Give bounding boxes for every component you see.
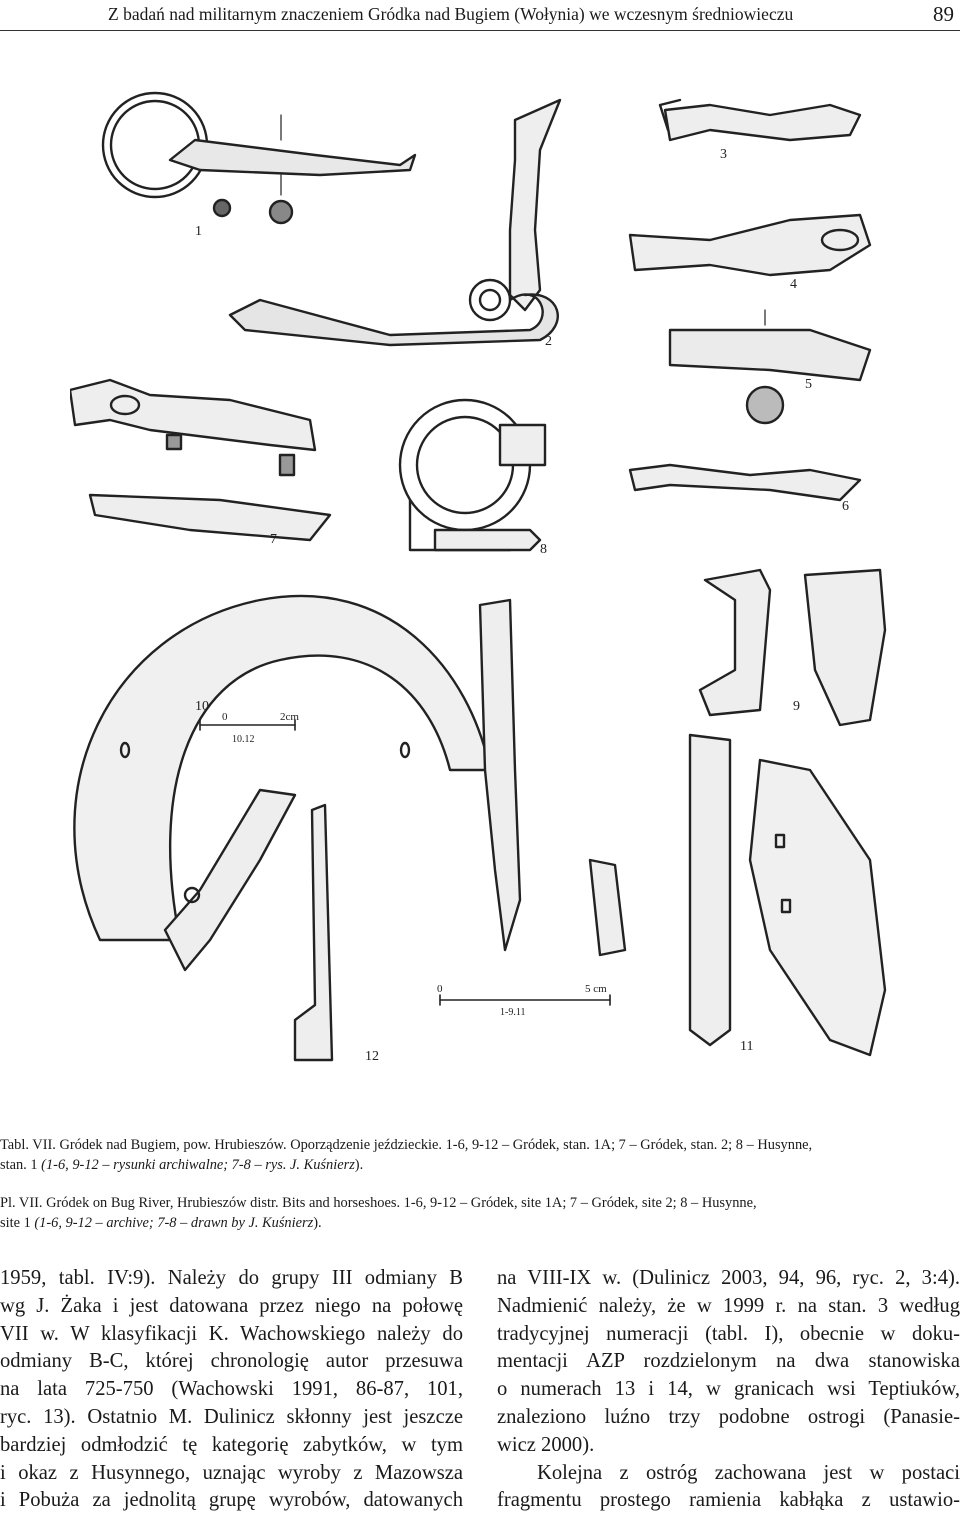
scale-b-max: 5 cm <box>585 983 607 995</box>
body-column-left <box>0 1265 463 1515</box>
scale-a-note: 10.12 <box>232 734 255 745</box>
artifact-7-cheekpiece <box>70 380 330 540</box>
caption-english <box>0 1193 960 1233</box>
figure-label-7: 7 <box>270 532 277 547</box>
caption-polish-line-1: Tabl. VII. Gródek nad Bugiem, pow. Hrubieszów. Oporządzenie jeździeckie. 1-6, 9-12 – Gródek, stan. 1A; 7 – Gródek, stan. 2; 8 – Husynne, <box>0 1137 813 1153</box>
artifact-8-buckle <box>400 400 545 550</box>
caption-english-site: site 1 <box>0 1215 35 1231</box>
caption-english-line-1: Pl. VII. Gródek on Bug River, Hrubieszów distr. Bits and horseshoes. 1-6, 9-12 – Gródek, site 1A; 7 – Gródek, site 2; 8 – Husynne, <box>0 1195 757 1211</box>
artifact-6-hook <box>630 465 860 500</box>
body-line: Nadmienić należy, że w 1999 r. na stan. 3 według <box>497 1294 960 1317</box>
scale-a-zero: 0 <box>222 711 228 723</box>
figure-label-6: 6 <box>842 499 849 514</box>
body-line: wicz 2000). <box>497 1433 595 1456</box>
artifact-1-ring-bit <box>103 93 415 223</box>
figure-label-3: 3 <box>720 147 727 162</box>
artifact-3-shank-fragment <box>660 100 860 140</box>
body-column-right <box>497 1265 960 1515</box>
body-line: wg J. Żaka i jest datowana przez niego na połowę <box>0 1294 463 1317</box>
figure-label-4: 4 <box>790 277 797 292</box>
body-line: odmiany B-C, której chronologię autor przesuwa <box>0 1350 463 1373</box>
artifact-11-knife-fragment <box>690 735 885 1055</box>
page-number: 89 <box>933 2 954 26</box>
figure-label-12: 12 <box>365 1049 379 1064</box>
header-rule <box>0 30 960 31</box>
figure-label-9: 9 <box>793 699 800 714</box>
running-header <box>0 0 960 40</box>
scale-a-max: 2cm <box>280 711 299 723</box>
caption-english-end: ). <box>313 1215 322 1231</box>
figure-label-11: 11 <box>740 1039 754 1054</box>
figure-label-10: 10 <box>195 699 209 714</box>
body-line: VII w. W klasyfikacji K. Wachowskiego należy do <box>0 1322 463 1345</box>
body-line: bardziej odmłodzić tę kategorię zabytków, w tym <box>0 1433 463 1456</box>
scale-b-note: 1-9.11 <box>500 1007 526 1018</box>
body-line: na VIII-IX w. (Dulinicz 2003, 94, 96, ryc. 2, 3:4). <box>497 1267 960 1289</box>
body-line: o numerach 13 i 14, w granicach wsi Teptiuków, <box>497 1378 960 1401</box>
body-line: 1959, tabl. IV:9). Należy do grupy III odmiany B <box>0 1267 463 1289</box>
figure-label-1: 1 <box>195 224 202 239</box>
body-line: Kolejna z ostróg zachowana jest w postaci <box>537 1461 960 1484</box>
body-line: znaleziono luźno trzy podobne ostrogi (Panasie- <box>497 1405 960 1428</box>
caption-polish-site: stan. 1 <box>0 1157 42 1173</box>
body-line: na lata 725-750 (Wachowski 1991, 86-87, 101, <box>0 1378 463 1401</box>
caption-polish-credits: (1-6, 9-12 – rysunki archiwalne; 7-8 – rys. J. Kuśnierz <box>41 1157 355 1173</box>
artifact-4-bit-fragment <box>630 215 870 275</box>
scale-b-zero: 0 <box>437 983 443 995</box>
figure-label-5: 5 <box>805 377 812 392</box>
running-title: Z badań nad militarnym znaczeniem Gródka nad Bugiem (Wołynia) we wczesnym średniowieczu <box>108 4 794 24</box>
body-line: tradycyjnej numeracji (tabl. I), obecnie w doku- <box>497 1322 960 1345</box>
caption-english-line-2 <box>0 1213 960 1233</box>
body-line: i okaz z Husynnego, uznając wyroby z Mazowsza <box>0 1461 463 1484</box>
caption-polish <box>0 1135 960 1175</box>
body-line: i Pobuża za jednolitą grupę wyrobów, datowanych <box>0 1489 463 1512</box>
body-line: ryc. 13). Ostatnio M. Dulinicz skłonny jest jeszcze <box>0 1405 463 1428</box>
caption-english-credits: (1-6, 9-12 – archive; 7-8 – drawn by J. Kuśnierz <box>34 1215 314 1231</box>
caption-polish-line-2 <box>0 1155 960 1175</box>
artifact-plate-drawing <box>70 70 890 1110</box>
figure-label-8: 8 <box>540 542 547 557</box>
body-line: mentacji AZP rozdzielonym na dwa stanowiska <box>497 1350 960 1373</box>
artifact-5-rod <box>670 310 870 423</box>
artifact-10-horseshoe <box>74 596 490 940</box>
scale-bar-b <box>440 995 610 1005</box>
caption-polish-end: ). <box>354 1157 364 1173</box>
figure-label-2: 2 <box>545 334 552 349</box>
body-line: fragmentu prostego ramienia kabłąka z ustawio- <box>497 1489 960 1512</box>
